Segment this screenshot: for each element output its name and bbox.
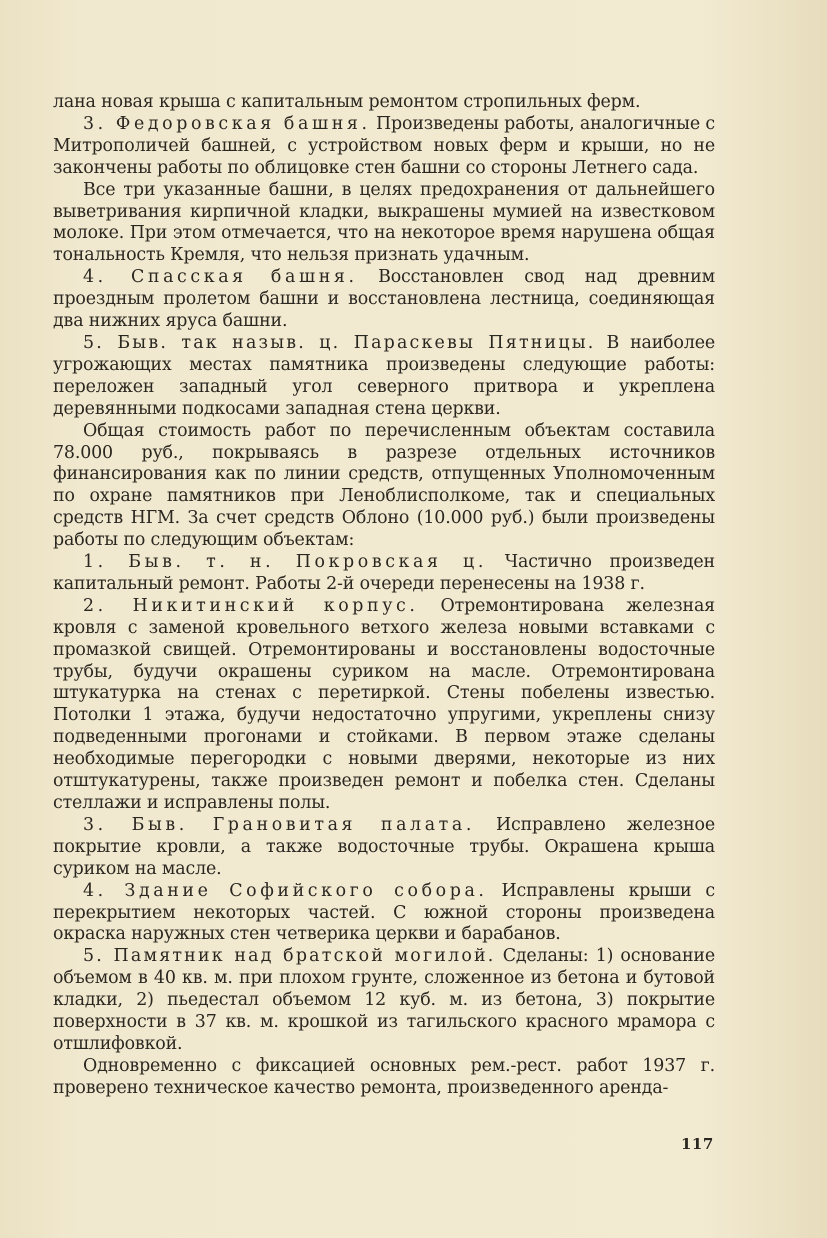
page-number: 117 <box>681 1135 714 1153</box>
paragraph-lead: 5. Быв. так назыв. ц. Параскевы Пятницы. <box>83 332 596 353</box>
paragraph-total-cost <box>53 421 715 552</box>
paragraph-lead: 2. Никитинский корпус. <box>83 595 419 616</box>
paragraph-nikitinsky-building <box>53 596 715 815</box>
paragraph-lead: 5. Памятник над братской могилой. <box>83 946 496 967</box>
paragraph-fedorovskaya-tower <box>53 114 715 180</box>
paragraph-mass-grave-monument <box>53 946 715 1056</box>
paragraph-body: Отремонтирована железная кровля с заменой кровельного ветхого железа новыми вставками с промазкой свищей. Отремонтированы и восстановлены водосточные трубы, будучи окрашены суриком на масле. Отремонтирована штукатурка на стенах с перетиркой. Стены побелены известью. Потолки 1 этажа, будучи недостаточно упругими, укреплены снизу подведенными прогонами и стойками. В первом этаже сделаны необходимые перегородки с новыми дверями, некоторые из них отштукатурены, также произведен ремонт и побелка стен. Сделаны стеллажи и исправлены полы. <box>53 595 715 813</box>
paragraph-body: Одновременно с фиксацией основных рем.-рест. работ 1937 г. проверено техническое качество ремонта, произведенного аренда- <box>53 1055 715 1098</box>
paragraph-body: Общая стоимость работ по перечисленным объектам составила 78.000 руб., покрываясь в разрезе отдельных источников финансирования как по линии средств, отпущенных Уполномоченным по охране памятников при Леноблисполкоме, так и специальных средств НГМ. За счет средств Облоно (10.000 руб.) были произведены работы по следующим объектам: <box>53 420 715 551</box>
paragraph-three-towers <box>53 180 715 268</box>
paragraph-sophia-cathedral <box>53 881 715 947</box>
paragraph-spasskaya-tower <box>53 267 715 333</box>
page-text <box>53 92 715 1100</box>
paragraph-paraskeva-church <box>53 333 715 421</box>
paragraph-body: Все три указанные башни, в целях предохранения от дальнейшего выветривания кирпичной кладки, выкрашены мумией на известковом молоке. При этом отмечается, что на некоторое время нарушена общая тональность Кремля, что нельзя признать удачным. <box>53 179 715 266</box>
paragraph-lead: 4. Спасская башня. <box>83 267 358 288</box>
paragraph-body: лана новая крыша с капитальным ремонтом стропильных ферм. <box>53 92 641 112</box>
paragraph-quality-check <box>53 1056 715 1100</box>
paragraph-body: Исправлены крыши с перекрытием некоторых частей. С южной стороны произведена окраска наружных стен четверика церкви и барабанов. <box>53 880 715 945</box>
paragraph-lead: 1. Быв. т. н. Покровская ц. <box>83 552 487 573</box>
paragraph-body: Исправлено железное покрытие кровли, а также водосточные трубы. Окрашена крыша суриком на масле. <box>53 814 715 879</box>
paragraph-body: В наиболее угрожающих местах памятника произведены следующие работы: переложен западный угол северного притвора и укреплена деревянными подкосами западная стена церкви. <box>53 332 715 419</box>
paragraph-body: Произведены работы, аналогичные с Митрополичей башней, с устройством новых ферм и крыши, но не закончены работы по облицовке стен башни со стороны Летнего сада. <box>53 113 715 178</box>
paragraph-pokrovskaya-church <box>53 552 715 596</box>
paragraph-lead: 3. Федоровская башня. <box>83 113 371 134</box>
paragraph-lead: 3. Быв. Грановитая палата. <box>83 814 475 835</box>
paragraph-continued <box>53 92 715 114</box>
paragraph-body: Частично произведен капитальный ремонт. Работы 2-й очереди перенесены на 1938 г. <box>53 552 715 594</box>
paragraph-body: Сделаны: 1) основание объемом в 40 кв. м. при плохом грунте, сложенное из бетона и бутовой кладки, 2) пьедестал объемом 12 куб. м. из бетона, 3) покрытие поверхности в 37 кв. м. крошкой из тагильского красного мрамора с отшлифовкой. <box>53 946 715 1054</box>
paragraph-lead: 4. Здание Софийского собора. <box>83 880 488 901</box>
paragraph-body: Восстановлен свод над древним проездным пролетом башни и восстановлена лестница, соединяющая два нижних яруса башни. <box>53 267 715 332</box>
paragraph-granovitaya-palace <box>53 815 715 881</box>
